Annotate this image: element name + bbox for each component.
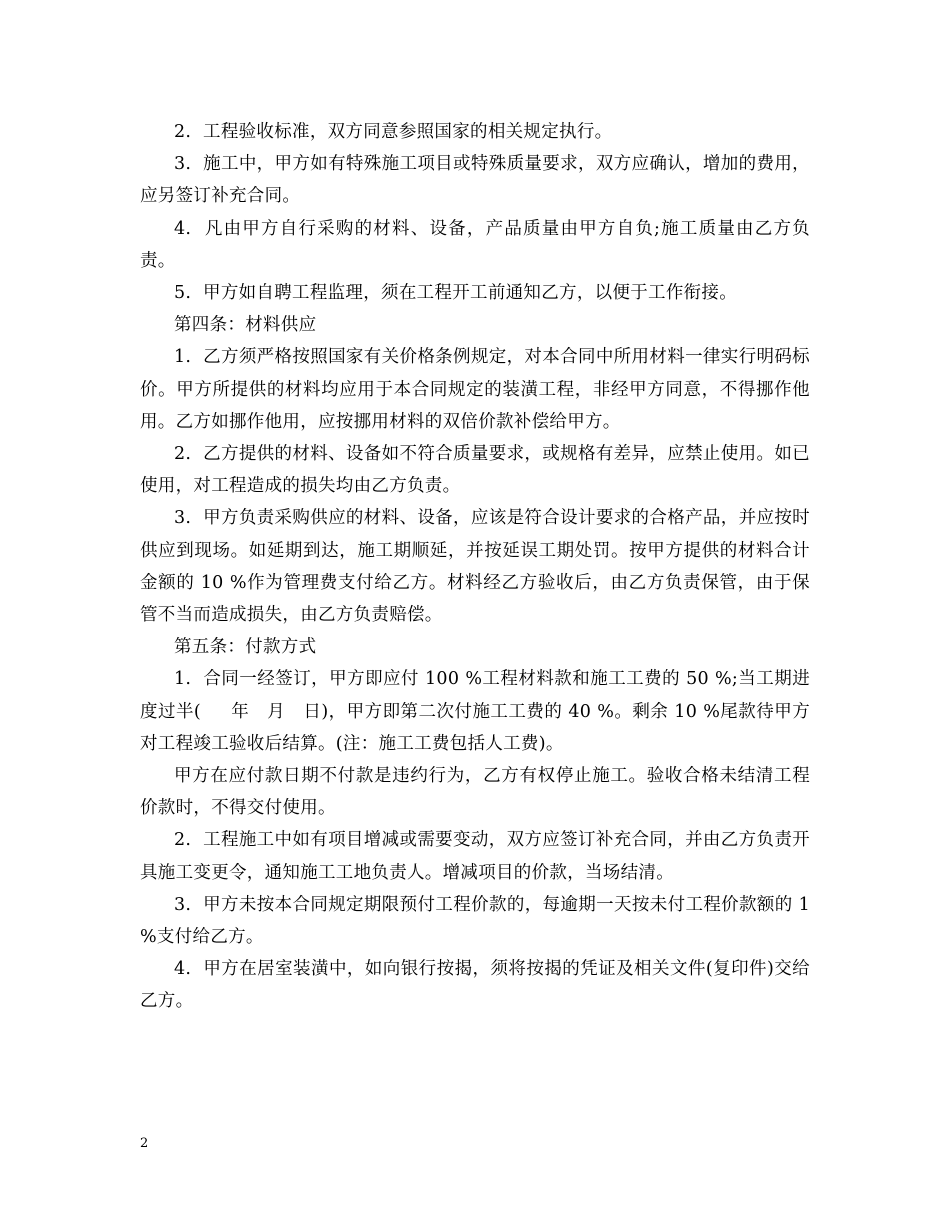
document-body bbox=[140, 116, 816, 1018]
article-5-clause-1: 1. 合同一经签订，甲方即应付 100 %工程材料款和施工工费的 50 %;当工期进度过半( 年 月 日)，甲方即第二次付施工工费的 40 %。剩余 10 %尾款待甲方对工程竣工验收后结算。(注：施工工费包括人工费)。 bbox=[140, 669, 810, 754]
clause-4-material-quality: 4. 凡由甲方自行采购的材料、设备，产品质量由甲方自负;施工质量由乙方负责。 bbox=[140, 218, 810, 271]
clause-2-acceptance-standard: 2. 工程验收标准，双方同意参照国家的相关规定执行。 bbox=[174, 122, 613, 142]
article-5-clause-2: 2. 工程施工中如有项目增减或需要变动，双方应签订补充合同，并由乙方负责开具施工变更令，通知施工工地负责人。增减项目的价款，当场结清。 bbox=[140, 830, 810, 883]
article-4-clause-1: 1. 乙方须严格按照国家有关价格条例规定，对本合同中所用材料一律实行明码标价。甲方所提供的材料均应用于本合同规定的装潢工程，非经甲方同意，不得挪作他用。乙方如挪作他用，应按挪用材料的双倍价款补偿给甲方。 bbox=[140, 347, 810, 432]
page-number: 2 bbox=[140, 1136, 149, 1151]
article-4-clause-2: 2. 乙方提供的材料、设备如不符合质量要求，或规格有差异，应禁止使用。如已使用，对工程造成的损失均由乙方负责。 bbox=[140, 444, 810, 497]
clause-5-supervision: 5. 甲方如自聘工程监理，须在工程开工前通知乙方，以便于工作衔接。 bbox=[174, 283, 738, 304]
article-5-clause-4: 4. 甲方在居室装潢中，如向银行按揭，须将按揭的凭证及相关文件(复印件)交给乙方。 bbox=[140, 959, 810, 1012]
article-4-clause-3: 3. 甲方负责采购供应的材料、设备，应该是符合设计要求的合格产品，并应按时供应到现场。如延期到达，施工期顺延，并按延误工期处罚。按甲方提供的材料合计金额的 10 %作为管理费支付给乙方。材料经乙方验收后，由乙方负责保管，由于保管不当而造成损失，由乙方负责赔偿。 bbox=[140, 508, 810, 626]
article-5-heading: 第五条：付款方式 bbox=[174, 637, 317, 658]
article-5-clause-3: 3. 甲方未按本合同规定期限预付工程价款的，每逾期一天按未付工程价款额的 1 %支付给乙方。 bbox=[140, 894, 816, 948]
article-4-heading: 第四条：材料供应 bbox=[174, 315, 317, 336]
article-5-payment-default: 甲方在应付款日期不付款是违约行为，乙方有权停止施工。验收合格未结清工程价款时，不得交付使用。 bbox=[140, 766, 810, 819]
clause-3-special-requirements: 3. 施工中，甲方如有特殊施工项目或特殊质量要求，双方应确认，增加的费用，应另签订补充合同。 bbox=[140, 154, 810, 207]
